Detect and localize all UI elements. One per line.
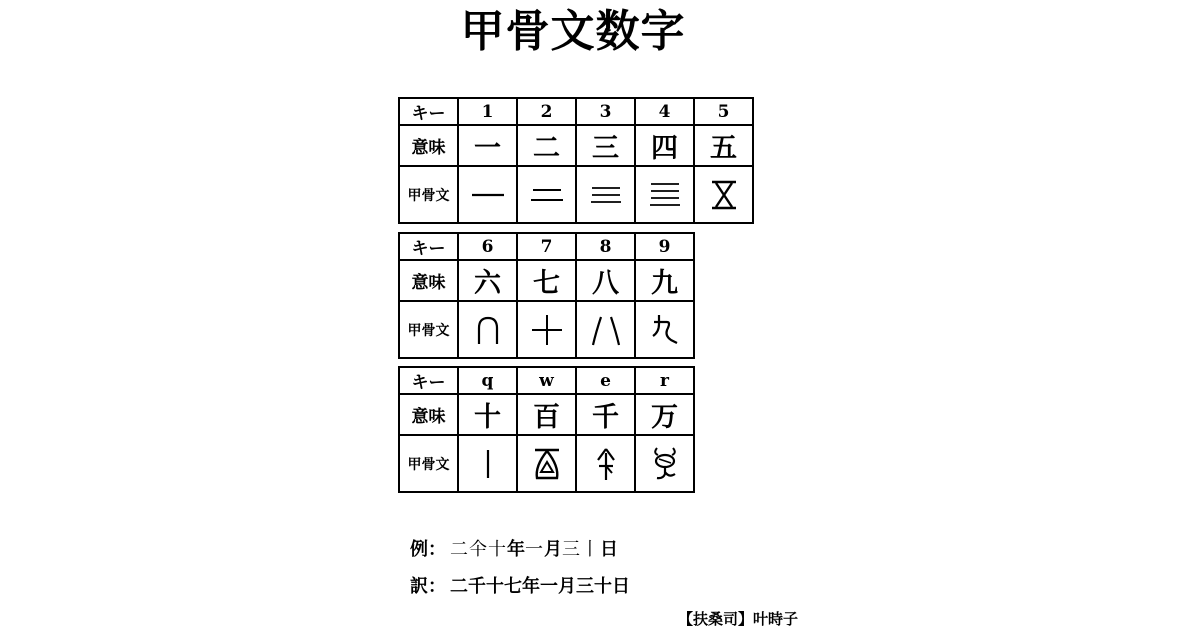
example-label: 例： [410, 539, 446, 560]
example-month-char: 月 [544, 539, 562, 560]
oracle-thousand-icon [586, 444, 626, 484]
author-credit: 【扶桑司】叶時子 [678, 610, 799, 628]
meaning-cell: 十 [458, 394, 517, 435]
numeral-table-3 [398, 366, 695, 493]
meaning-cell: 五 [694, 125, 753, 166]
meaning-cell: 千 [576, 394, 635, 435]
page-title: 甲骨文数字 [460, 6, 686, 57]
oracle-cell [576, 166, 635, 223]
key-cell: r [635, 367, 694, 394]
key-cell: 6 [458, 233, 517, 260]
meaning-cell: 九 [635, 260, 694, 301]
row-label-key: キー [399, 367, 458, 394]
key-cell: q [458, 367, 517, 394]
oracle-cell [458, 435, 517, 492]
oracle-one-icon [468, 175, 508, 215]
oracle-cell [635, 301, 694, 358]
row-label-oracle: 甲骨文 [399, 435, 458, 492]
key-cell: e [576, 367, 635, 394]
key-cell: 4 [635, 98, 694, 125]
key-cell: w [517, 367, 576, 394]
example-oracle-month: 一 [525, 539, 544, 560]
translation-text: 二千十七年一月三十日 [450, 576, 630, 597]
meaning-cell: 二 [517, 125, 576, 166]
oracle-ten-thousand-icon [645, 444, 685, 484]
oracle-nine-icon [645, 310, 685, 350]
row-label-key: キー [399, 98, 458, 125]
oracle-four-icon [645, 175, 685, 215]
translation-label: 訳： [410, 576, 446, 597]
row-label-oracle: 甲骨文 [399, 166, 458, 223]
meaning-cell: 四 [635, 125, 694, 166]
oracle-cell [576, 301, 635, 358]
meaning-cell: 七 [517, 260, 576, 301]
example-day-char: 日 [600, 539, 618, 560]
key-cell: 1 [458, 98, 517, 125]
row-label-meaning: 意味 [399, 125, 458, 166]
row-label-meaning: 意味 [399, 260, 458, 301]
numeral-table-1 [398, 97, 754, 224]
meaning-cell: 百 [517, 394, 576, 435]
example-line [410, 538, 618, 562]
meaning-cell: 三 [576, 125, 635, 166]
key-cell: 7 [517, 233, 576, 260]
oracle-cell [635, 166, 694, 223]
key-cell: 2 [517, 98, 576, 125]
key-cell: 9 [635, 233, 694, 260]
oracle-six-icon [468, 310, 508, 350]
oracle-cell [458, 301, 517, 358]
oracle-ten-icon [468, 444, 508, 484]
key-cell: 8 [576, 233, 635, 260]
example-oracle-number: 二仐十 [450, 539, 507, 560]
translation-line [410, 575, 630, 599]
meaning-cell: 一 [458, 125, 517, 166]
oracle-two-icon [527, 175, 567, 215]
row-label-meaning: 意味 [399, 394, 458, 435]
oracle-eight-icon [586, 310, 626, 350]
oracle-hundred-icon [527, 444, 567, 484]
example-year-char: 年 [507, 539, 525, 560]
key-cell: 3 [576, 98, 635, 125]
oracle-cell [517, 435, 576, 492]
oracle-cell [635, 435, 694, 492]
meaning-cell: 万 [635, 394, 694, 435]
oracle-cell [458, 166, 517, 223]
oracle-three-icon [586, 175, 626, 215]
oracle-cell [517, 301, 576, 358]
oracle-cell [694, 166, 753, 223]
oracle-cell [576, 435, 635, 492]
row-label-key: キー [399, 233, 458, 260]
key-cell: 5 [694, 98, 753, 125]
meaning-cell: 六 [458, 260, 517, 301]
oracle-five-icon [704, 175, 744, 215]
row-label-oracle: 甲骨文 [399, 301, 458, 358]
meaning-cell: 八 [576, 260, 635, 301]
oracle-seven-icon [527, 310, 567, 350]
example-oracle-day: 三丨 [562, 539, 600, 560]
oracle-cell [517, 166, 576, 223]
numeral-table-2 [398, 232, 695, 359]
